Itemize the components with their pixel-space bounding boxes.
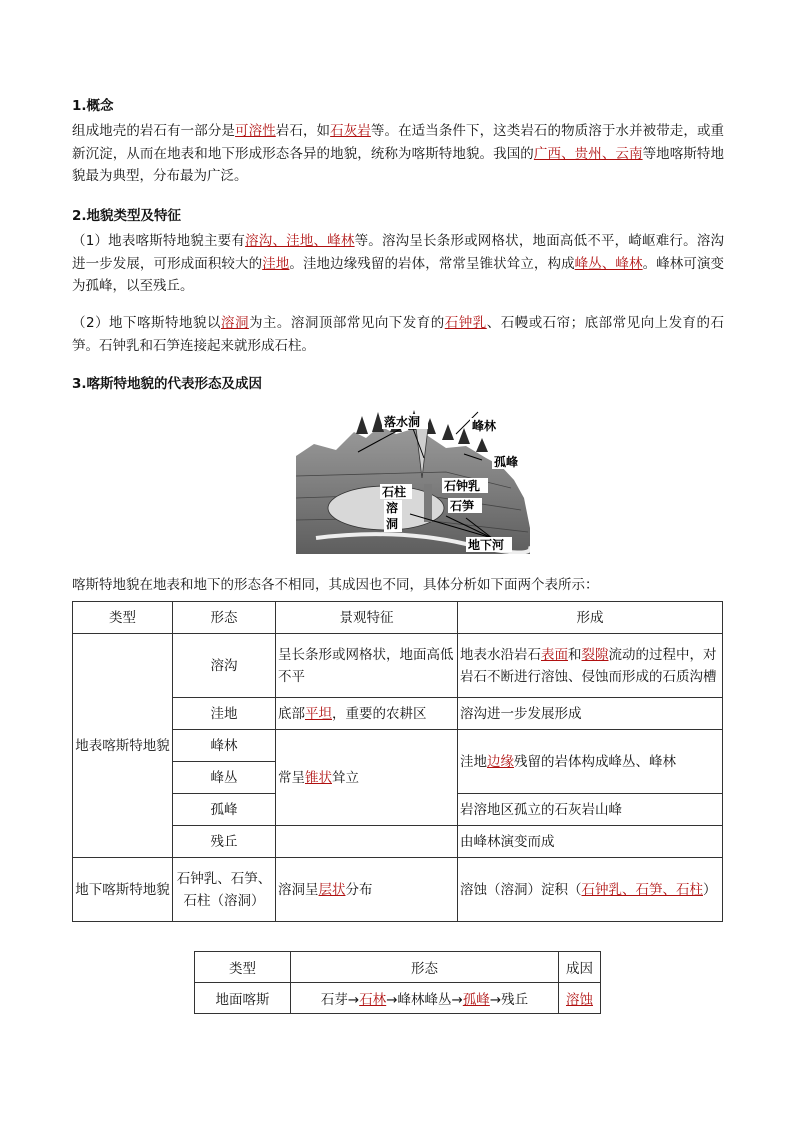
group-surface-karst: 地表喀斯特地貌 [73, 634, 173, 858]
feature-cell: 溶洞呈层状分布 [276, 858, 458, 922]
section-heading-forms: 3.喀斯特地貌的代表形态及成因 [72, 376, 263, 392]
label-peak-forest: 峰林 [472, 419, 497, 433]
highlight-term: 广西、贵州、云南 [533, 145, 643, 162]
table-header-row [195, 952, 601, 983]
karst-forms-table [72, 601, 723, 922]
feature-cell [276, 826, 458, 858]
label-sinkhole: 落水洞 [384, 415, 421, 429]
type-cell: 地面喀斯 [195, 983, 291, 1014]
form-cell: 峰林 [173, 730, 276, 762]
cause-cell: 溶蚀 [559, 983, 601, 1014]
table-row [73, 858, 723, 922]
group-underground-karst: 地下喀斯特地貌 [73, 858, 173, 922]
table-intro-text: 喀斯特地貌在地表和地下的形态各不相同，其成因也不同，具体分析如下面两个表所示： [72, 577, 599, 593]
header-form: 形态 [291, 952, 559, 983]
label-stone-pillar: 石柱 [382, 485, 407, 499]
form-cell: 峰丛 [173, 762, 276, 794]
form-sequence-cell: 石芽→石林→峰林峰丛→孤峰→残丘 [291, 983, 559, 1014]
table-row [73, 634, 723, 698]
header-formation: 形成 [458, 602, 723, 634]
label-cave-1: 溶 [386, 501, 399, 515]
feature-cell: 常呈锥状耸立 [276, 730, 458, 826]
highlight-term: 洼地 [262, 255, 290, 272]
label-stalagmite: 石笋 [450, 499, 475, 513]
highlight-term: 石灰岩 [330, 123, 371, 139]
feature-cell: 底部平坦，重要的农耕区 [276, 698, 458, 730]
surface-karst-paragraph: （1）地表喀斯特地貌主要有溶沟、洼地、峰林等。溶沟呈长条形或网格状，地面高低不平，崎岖难行。溶沟进一步发展，可形成面积较大的洼地。洼地边缘残留的岩体，常常呈锥状耸立，构成峰丛、峰林。峰林可演变为孤峰，以至残丘。 [72, 233, 725, 294]
table-header-row [73, 602, 723, 634]
section-heading-concept: 1.概念 [72, 98, 114, 114]
karst-illustration [296, 388, 530, 554]
label-isolated-peak: 孤峰 [494, 455, 519, 469]
feature-cell: 呈长条形或网格状，地面高低不平 [276, 634, 458, 698]
form-cell: 溶沟 [173, 634, 276, 698]
karst-diagram [296, 388, 530, 554]
form-cell: 石钟乳、石笋、 石柱（溶洞） [173, 858, 276, 922]
label-underground-river: 地下河 [468, 538, 505, 552]
underground-karst-paragraph: （2）地下喀斯特地貌以溶洞为主。溶洞顶部常见向下发育的石钟乳、石幔或石帘；底部常见向上发育的石笋。石钟乳和石笋连接起来就形成石柱。 [72, 315, 725, 354]
highlight-term: 石钟乳 [444, 315, 487, 331]
header-type: 类型 [195, 952, 291, 983]
form-cell: 洼地 [173, 698, 276, 730]
formation-cell: 地表水沿岩石表面和裂隙流动的过程中，对岩石不断进行溶蚀、侵蚀而形成的石质沟槽 [458, 634, 723, 698]
formation-cell: 溶沟进一步发展形成 [458, 698, 723, 730]
formation-cell: 岩溶地区孤立的石灰岩山峰 [458, 794, 723, 826]
label-stalactite: 石钟乳 [444, 479, 481, 493]
formation-cell: 溶蚀（溶洞）淀积（石钟乳、石笋、石柱） [458, 858, 723, 922]
header-cause: 成因 [559, 952, 601, 983]
header-feature: 景观特征 [276, 602, 458, 634]
highlight-term: 峰丛、峰林 [574, 255, 643, 272]
label-cave-2: 洞 [386, 517, 399, 531]
highlight-term: 可溶性 [235, 123, 276, 139]
table-row [195, 983, 601, 1014]
formation-cell: 由峰林演变而成 [458, 826, 723, 858]
form-cell: 残丘 [173, 826, 276, 858]
concept-paragraph: 组成地壳的岩石有一部分是可溶性岩石，如石灰岩等。在适当条件下，这类岩石的物质溶于水并被带走，或重新沉淀，从而在地表和地下形成形态各异的地貌，统称为喀斯特地貌。我国的广西、贵州、云南等地喀斯特地貌最为典型，分布最为广泛。 [72, 123, 725, 184]
form-cell: 孤峰 [173, 794, 276, 826]
surface-karst-evolution-table [194, 951, 601, 1014]
header-form: 形态 [173, 602, 276, 634]
highlight-term: 溶洞 [220, 315, 249, 331]
formation-cell: 洼地边缘残留的岩体构成峰丛、峰林 [458, 730, 723, 794]
highlight-term: 溶沟、洼地、峰林 [245, 233, 355, 249]
stone-pillar [424, 484, 432, 522]
section-heading-types: 2.地貌类型及特征 [72, 208, 182, 224]
header-type: 类型 [73, 602, 173, 634]
